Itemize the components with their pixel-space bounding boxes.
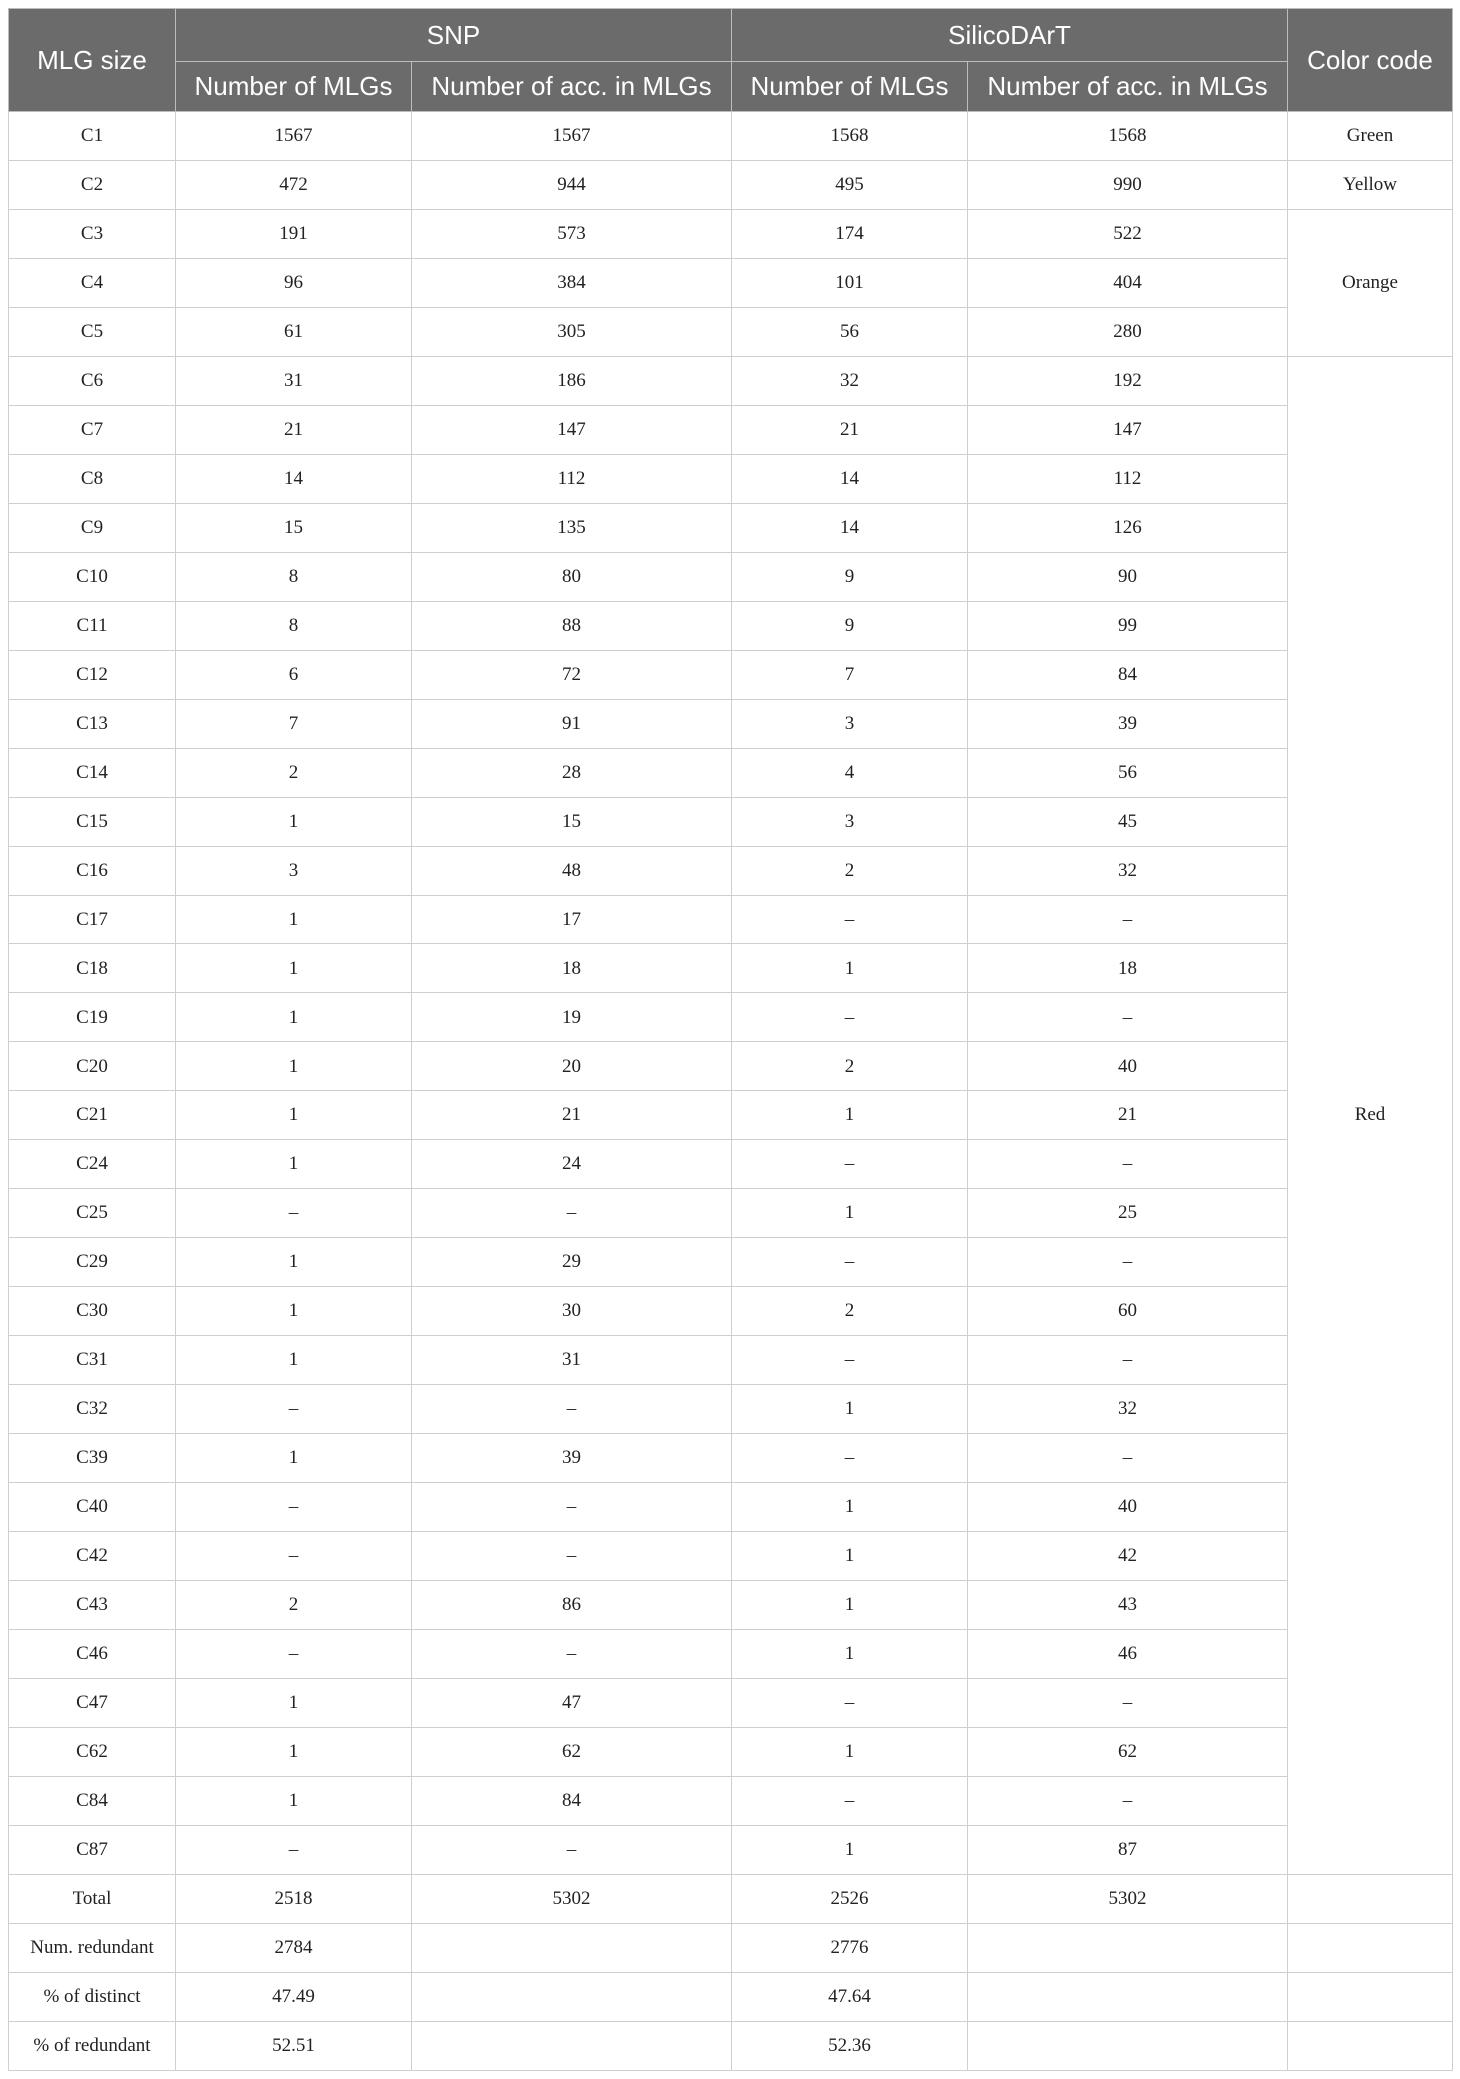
silicodart-num-acc-cell: – (968, 1336, 1288, 1385)
mlg-size-cell: C30 (9, 1287, 176, 1336)
header-row-top (9, 9, 1453, 62)
silicodart-num-mlgs-cell: 9 (732, 552, 968, 601)
mlg-size-cell: C42 (9, 1532, 176, 1581)
mlg-size-cell: C32 (9, 1385, 176, 1434)
snp-num-mlgs-cell: – (176, 1189, 412, 1238)
silicodart-num-mlgs-cell: 32 (732, 356, 968, 405)
table-row (9, 944, 1453, 993)
mlg-size-cell: C3 (9, 209, 176, 258)
mlg-size-cell: C19 (9, 993, 176, 1042)
mlg-size-cell: C9 (9, 503, 176, 552)
mlg-size-cell: C15 (9, 797, 176, 846)
table-row (9, 258, 1453, 307)
header-mlg-size: MLG size (9, 9, 176, 112)
snp-num-acc-cell: – (412, 1532, 732, 1581)
snp-num-mlgs-cell: 472 (176, 160, 412, 209)
header-snp-num-mlgs: Number of MLGs (176, 62, 412, 112)
silicodart-num-mlgs-cell: 14 (732, 454, 968, 503)
snp-num-mlgs-cell: 52.51 (176, 2021, 412, 2070)
mlg-size-cell: C47 (9, 1679, 176, 1728)
snp-num-mlgs-cell: – (176, 1532, 412, 1581)
silicodart-num-acc-cell: 42 (968, 1532, 1288, 1581)
silicodart-num-acc-cell: 43 (968, 1581, 1288, 1630)
snp-num-mlgs-cell: 6 (176, 650, 412, 699)
snp-num-acc-cell: 31 (412, 1336, 732, 1385)
header-snp-num-acc: Number of acc. in MLGs (412, 62, 732, 112)
table-row (9, 601, 1453, 650)
table-row (9, 1483, 1453, 1532)
silicodart-num-mlgs-cell: 3 (732, 797, 968, 846)
silicodart-num-acc-cell: – (968, 1776, 1288, 1825)
snp-num-mlgs-cell: 31 (176, 356, 412, 405)
mlg-size-cell: C10 (9, 552, 176, 601)
silicodart-num-mlgs-cell: 1 (732, 1385, 968, 1434)
snp-num-acc-cell: 62 (412, 1727, 732, 1776)
mlg-size-cell: C18 (9, 944, 176, 993)
silicodart-num-mlgs-cell: 1 (732, 1825, 968, 1874)
color-code-cell: Red (1288, 356, 1453, 1874)
table-row (9, 1336, 1453, 1385)
snp-num-mlgs-cell: 191 (176, 209, 412, 258)
silicodart-num-mlgs-cell: 21 (732, 405, 968, 454)
snp-num-mlgs-cell: 2 (176, 1581, 412, 1630)
snp-num-mlgs-cell: 1 (176, 1140, 412, 1189)
table-row (9, 503, 1453, 552)
snp-num-acc-cell: 84 (412, 1776, 732, 1825)
mlg-size-cell: C4 (9, 258, 176, 307)
silicodart-num-acc-cell: – (968, 1140, 1288, 1189)
header-silicodart-num-mlgs: Number of MLGs (732, 62, 968, 112)
header-color-code: Color code (1288, 9, 1453, 112)
silicodart-num-acc-cell: 99 (968, 601, 1288, 650)
table-row (9, 405, 1453, 454)
table-row (9, 1532, 1453, 1581)
snp-num-mlgs-cell: 1 (176, 1287, 412, 1336)
silicodart-num-acc-cell: 32 (968, 1385, 1288, 1434)
silicodart-num-mlgs-cell: 52.36 (732, 2021, 968, 2070)
snp-num-mlgs-cell: 61 (176, 307, 412, 356)
silicodart-num-mlgs-cell: – (732, 895, 968, 944)
table-row (9, 699, 1453, 748)
silicodart-num-mlgs-cell: 2 (732, 1042, 968, 1091)
table-row (9, 797, 1453, 846)
mlg-size-cell: C5 (9, 307, 176, 356)
mlg-size-cell: C20 (9, 1042, 176, 1091)
silicodart-num-acc-cell: 112 (968, 454, 1288, 503)
snp-num-acc-cell: 305 (412, 307, 732, 356)
snp-num-acc-cell (412, 1972, 732, 2021)
snp-num-acc-cell: 135 (412, 503, 732, 552)
snp-num-acc-cell: 20 (412, 1042, 732, 1091)
silicodart-num-mlgs-cell: 56 (732, 307, 968, 356)
mlg-size-cell: C16 (9, 846, 176, 895)
snp-num-mlgs-cell: 1 (176, 944, 412, 993)
snp-num-acc-cell: 39 (412, 1434, 732, 1483)
snp-num-mlgs-cell: 1 (176, 797, 412, 846)
table-row (9, 650, 1453, 699)
silicodart-num-acc-cell: 21 (968, 1091, 1288, 1140)
snp-num-mlgs-cell: 21 (176, 405, 412, 454)
snp-num-acc-cell: 384 (412, 258, 732, 307)
silicodart-num-mlgs-cell: 1 (732, 1091, 968, 1140)
snp-num-acc-cell: 18 (412, 944, 732, 993)
mlg-size-cell: C12 (9, 650, 176, 699)
silicodart-num-acc-cell: 5302 (968, 1874, 1288, 1923)
silicodart-num-acc-cell: 56 (968, 748, 1288, 797)
table-row (9, 1287, 1453, 1336)
snp-num-mlgs-cell: 1 (176, 1776, 412, 1825)
silicodart-num-acc-cell: 192 (968, 356, 1288, 405)
snp-num-acc-cell: – (412, 1483, 732, 1532)
snp-num-acc-cell: – (412, 1630, 732, 1679)
table-row (9, 1727, 1453, 1776)
mlg-size-cell: C1 (9, 112, 176, 161)
snp-num-mlgs-cell: 1 (176, 1091, 412, 1140)
table-row (9, 356, 1453, 405)
snp-num-mlgs-cell: 1567 (176, 112, 412, 161)
empty-color-code-cell (1288, 1923, 1453, 1972)
mlg-table (8, 8, 1453, 2071)
silicodart-num-acc-cell: 18 (968, 944, 1288, 993)
silicodart-num-acc-cell: 62 (968, 1727, 1288, 1776)
silicodart-num-acc-cell (968, 2021, 1288, 2070)
table-row (9, 160, 1453, 209)
mlg-size-cell: C21 (9, 1091, 176, 1140)
snp-num-mlgs-cell: 1 (176, 1238, 412, 1287)
table-header (9, 9, 1453, 112)
snp-num-acc-cell (412, 1923, 732, 1972)
snp-num-mlgs-cell: 2518 (176, 1874, 412, 1923)
summary-label-cell: Total (9, 1874, 176, 1923)
table-row (9, 1189, 1453, 1238)
silicodart-num-mlgs-cell: – (732, 1140, 968, 1189)
table-row (9, 993, 1453, 1042)
mlg-size-cell: C84 (9, 1776, 176, 1825)
silicodart-num-mlgs-cell: – (732, 1776, 968, 1825)
snp-num-acc-cell: 80 (412, 552, 732, 601)
silicodart-num-acc-cell (968, 1972, 1288, 2021)
snp-num-acc-cell: – (412, 1189, 732, 1238)
snp-num-acc-cell: – (412, 1385, 732, 1434)
color-code-cell: Orange (1288, 209, 1453, 356)
snp-num-mlgs-cell: 14 (176, 454, 412, 503)
snp-num-acc-cell: 29 (412, 1238, 732, 1287)
silicodart-num-mlgs-cell: 1 (732, 1532, 968, 1581)
snp-num-acc-cell: 28 (412, 748, 732, 797)
mlg-size-cell: C14 (9, 748, 176, 797)
mlg-size-cell: C46 (9, 1630, 176, 1679)
table-row (9, 895, 1453, 944)
mlg-size-cell: C31 (9, 1336, 176, 1385)
color-code-cell: Yellow (1288, 160, 1453, 209)
silicodart-num-acc-cell: – (968, 1434, 1288, 1483)
silicodart-num-acc-cell: 280 (968, 307, 1288, 356)
silicodart-num-mlgs-cell: 14 (732, 503, 968, 552)
snp-num-mlgs-cell: 1 (176, 1042, 412, 1091)
summary-label-cell: Num. redundant (9, 1923, 176, 1972)
silicodart-num-mlgs-cell: 2 (732, 1287, 968, 1336)
mlg-size-cell: C39 (9, 1434, 176, 1483)
snp-num-mlgs-cell: 2784 (176, 1923, 412, 1972)
silicodart-num-mlgs-cell: 495 (732, 160, 968, 209)
table-row (9, 112, 1453, 161)
snp-num-mlgs-cell: – (176, 1483, 412, 1532)
silicodart-num-mlgs-cell: 1 (732, 1630, 968, 1679)
silicodart-num-mlgs-cell: 1 (732, 1727, 968, 1776)
mlg-size-cell: C2 (9, 160, 176, 209)
snp-num-acc-cell: 72 (412, 650, 732, 699)
snp-num-acc-cell: 5302 (412, 1874, 732, 1923)
snp-num-mlgs-cell: 8 (176, 552, 412, 601)
silicodart-num-acc-cell: 32 (968, 846, 1288, 895)
snp-num-mlgs-cell: – (176, 1385, 412, 1434)
silicodart-num-mlgs-cell: 7 (732, 650, 968, 699)
snp-num-acc-cell: 48 (412, 846, 732, 895)
snp-num-mlgs-cell: 1 (176, 1434, 412, 1483)
silicodart-num-mlgs-cell: 101 (732, 258, 968, 307)
snp-num-mlgs-cell: 8 (176, 601, 412, 650)
table-row (9, 1630, 1453, 1679)
snp-num-acc-cell: 944 (412, 160, 732, 209)
silicodart-num-mlgs-cell: 1 (732, 1483, 968, 1532)
header-snp: SNP (176, 9, 732, 62)
table-row (9, 552, 1453, 601)
silicodart-num-mlgs-cell: 2526 (732, 1874, 968, 1923)
snp-num-mlgs-cell: 47.49 (176, 1972, 412, 2021)
table-row (9, 209, 1453, 258)
mlg-size-cell: C29 (9, 1238, 176, 1287)
snp-num-acc-cell: 21 (412, 1091, 732, 1140)
silicodart-num-mlgs-cell: 3 (732, 699, 968, 748)
snp-num-acc-cell: 91 (412, 699, 732, 748)
silicodart-num-acc-cell: 45 (968, 797, 1288, 846)
snp-num-acc-cell: 15 (412, 797, 732, 846)
mlg-size-cell: C8 (9, 454, 176, 503)
silicodart-num-acc-cell: 60 (968, 1287, 1288, 1336)
snp-num-acc-cell: 88 (412, 601, 732, 650)
silicodart-num-mlgs-cell: 174 (732, 209, 968, 258)
snp-num-mlgs-cell: 1 (176, 1336, 412, 1385)
snp-num-acc-cell: 24 (412, 1140, 732, 1189)
summary-row (9, 2021, 1453, 2070)
mlg-size-cell: C7 (9, 405, 176, 454)
mlg-size-cell: C6 (9, 356, 176, 405)
mlg-size-cell: C87 (9, 1825, 176, 1874)
silicodart-num-mlgs-cell: – (732, 1336, 968, 1385)
snp-num-acc-cell: 19 (412, 993, 732, 1042)
summary-label-cell: % of redundant (9, 2021, 176, 2070)
mlg-size-cell: C43 (9, 1581, 176, 1630)
silicodart-num-acc-cell: 46 (968, 1630, 1288, 1679)
silicodart-num-mlgs-cell: 9 (732, 601, 968, 650)
silicodart-num-acc-cell: 87 (968, 1825, 1288, 1874)
table-row (9, 307, 1453, 356)
summary-row (9, 1972, 1453, 2021)
mlg-size-cell: C11 (9, 601, 176, 650)
table-row (9, 1581, 1453, 1630)
empty-color-code-cell (1288, 1874, 1453, 1923)
silicodart-num-acc-cell: – (968, 1679, 1288, 1728)
silicodart-num-mlgs-cell: 47.64 (732, 1972, 968, 2021)
header-silicodart-num-acc: Number of acc. in MLGs (968, 62, 1288, 112)
mlg-size-cell: C17 (9, 895, 176, 944)
silicodart-num-acc-cell: 25 (968, 1189, 1288, 1238)
silicodart-num-acc-cell: 147 (968, 405, 1288, 454)
silicodart-num-acc-cell: 990 (968, 160, 1288, 209)
table-row (9, 748, 1453, 797)
silicodart-num-acc-cell: 126 (968, 503, 1288, 552)
snp-num-acc-cell: 1567 (412, 112, 732, 161)
snp-num-acc-cell: 86 (412, 1581, 732, 1630)
summary-row (9, 1923, 1453, 1972)
table-row (9, 1238, 1453, 1287)
table-row (9, 1434, 1453, 1483)
snp-num-mlgs-cell: 96 (176, 258, 412, 307)
silicodart-num-acc-cell: 40 (968, 1483, 1288, 1532)
snp-num-acc-cell (412, 2021, 732, 2070)
snp-num-acc-cell: 573 (412, 209, 732, 258)
mlg-size-cell: C62 (9, 1727, 176, 1776)
snp-num-acc-cell: 17 (412, 895, 732, 944)
snp-num-acc-cell: – (412, 1825, 732, 1874)
silicodart-num-acc-cell: 39 (968, 699, 1288, 748)
empty-color-code-cell (1288, 1972, 1453, 2021)
snp-num-mlgs-cell: 15 (176, 503, 412, 552)
table-row (9, 846, 1453, 895)
snp-num-acc-cell: 47 (412, 1679, 732, 1728)
silicodart-num-acc-cell: 404 (968, 258, 1288, 307)
snp-num-acc-cell: 186 (412, 356, 732, 405)
silicodart-num-mlgs-cell: 1 (732, 1189, 968, 1238)
silicodart-num-acc-cell (968, 1923, 1288, 1972)
empty-color-code-cell (1288, 2021, 1453, 2070)
snp-num-mlgs-cell: 1 (176, 1727, 412, 1776)
silicodart-num-mlgs-cell: 2 (732, 846, 968, 895)
snp-num-mlgs-cell: 1 (176, 993, 412, 1042)
summary-row (9, 1874, 1453, 1923)
header-row-sub (9, 62, 1453, 112)
silicodart-num-acc-cell: 40 (968, 1042, 1288, 1091)
snp-num-mlgs-cell: 2 (176, 748, 412, 797)
snp-num-mlgs-cell: – (176, 1630, 412, 1679)
silicodart-num-acc-cell: 90 (968, 552, 1288, 601)
silicodart-num-acc-cell: 84 (968, 650, 1288, 699)
table-body (9, 112, 1453, 2071)
snp-num-mlgs-cell: – (176, 1825, 412, 1874)
silicodart-num-acc-cell: – (968, 993, 1288, 1042)
table-row (9, 454, 1453, 503)
mlg-size-cell: C40 (9, 1483, 176, 1532)
snp-num-acc-cell: 112 (412, 454, 732, 503)
silicodart-num-mlgs-cell: 1568 (732, 112, 968, 161)
table-row (9, 1385, 1453, 1434)
silicodart-num-mlgs-cell: 1 (732, 1581, 968, 1630)
mlg-size-cell: C13 (9, 699, 176, 748)
table-row (9, 1140, 1453, 1189)
silicodart-num-acc-cell: 522 (968, 209, 1288, 258)
silicodart-num-acc-cell: – (968, 895, 1288, 944)
silicodart-num-mlgs-cell: – (732, 1679, 968, 1728)
silicodart-num-mlgs-cell: 4 (732, 748, 968, 797)
silicodart-num-mlgs-cell: – (732, 1434, 968, 1483)
silicodart-num-mlgs-cell: – (732, 1238, 968, 1287)
snp-num-mlgs-cell: 1 (176, 895, 412, 944)
color-code-cell: Green (1288, 112, 1453, 161)
silicodart-num-mlgs-cell: 1 (732, 944, 968, 993)
table-row (9, 1776, 1453, 1825)
snp-num-acc-cell: 30 (412, 1287, 732, 1336)
silicodart-num-acc-cell: – (968, 1238, 1288, 1287)
snp-num-acc-cell: 147 (412, 405, 732, 454)
silicodart-num-acc-cell: 1568 (968, 112, 1288, 161)
snp-num-mlgs-cell: 3 (176, 846, 412, 895)
snp-num-mlgs-cell: 1 (176, 1679, 412, 1728)
table-row (9, 1091, 1453, 1140)
silicodart-num-mlgs-cell: – (732, 993, 968, 1042)
silicodart-num-mlgs-cell: 2776 (732, 1923, 968, 1972)
summary-label-cell: % of distinct (9, 1972, 176, 2021)
snp-num-mlgs-cell: 7 (176, 699, 412, 748)
header-silicodart: SilicoDArT (732, 9, 1288, 62)
table-row (9, 1679, 1453, 1728)
table-row (9, 1042, 1453, 1091)
mlg-size-cell: C25 (9, 1189, 176, 1238)
mlg-size-cell: C24 (9, 1140, 176, 1189)
table-row (9, 1825, 1453, 1874)
